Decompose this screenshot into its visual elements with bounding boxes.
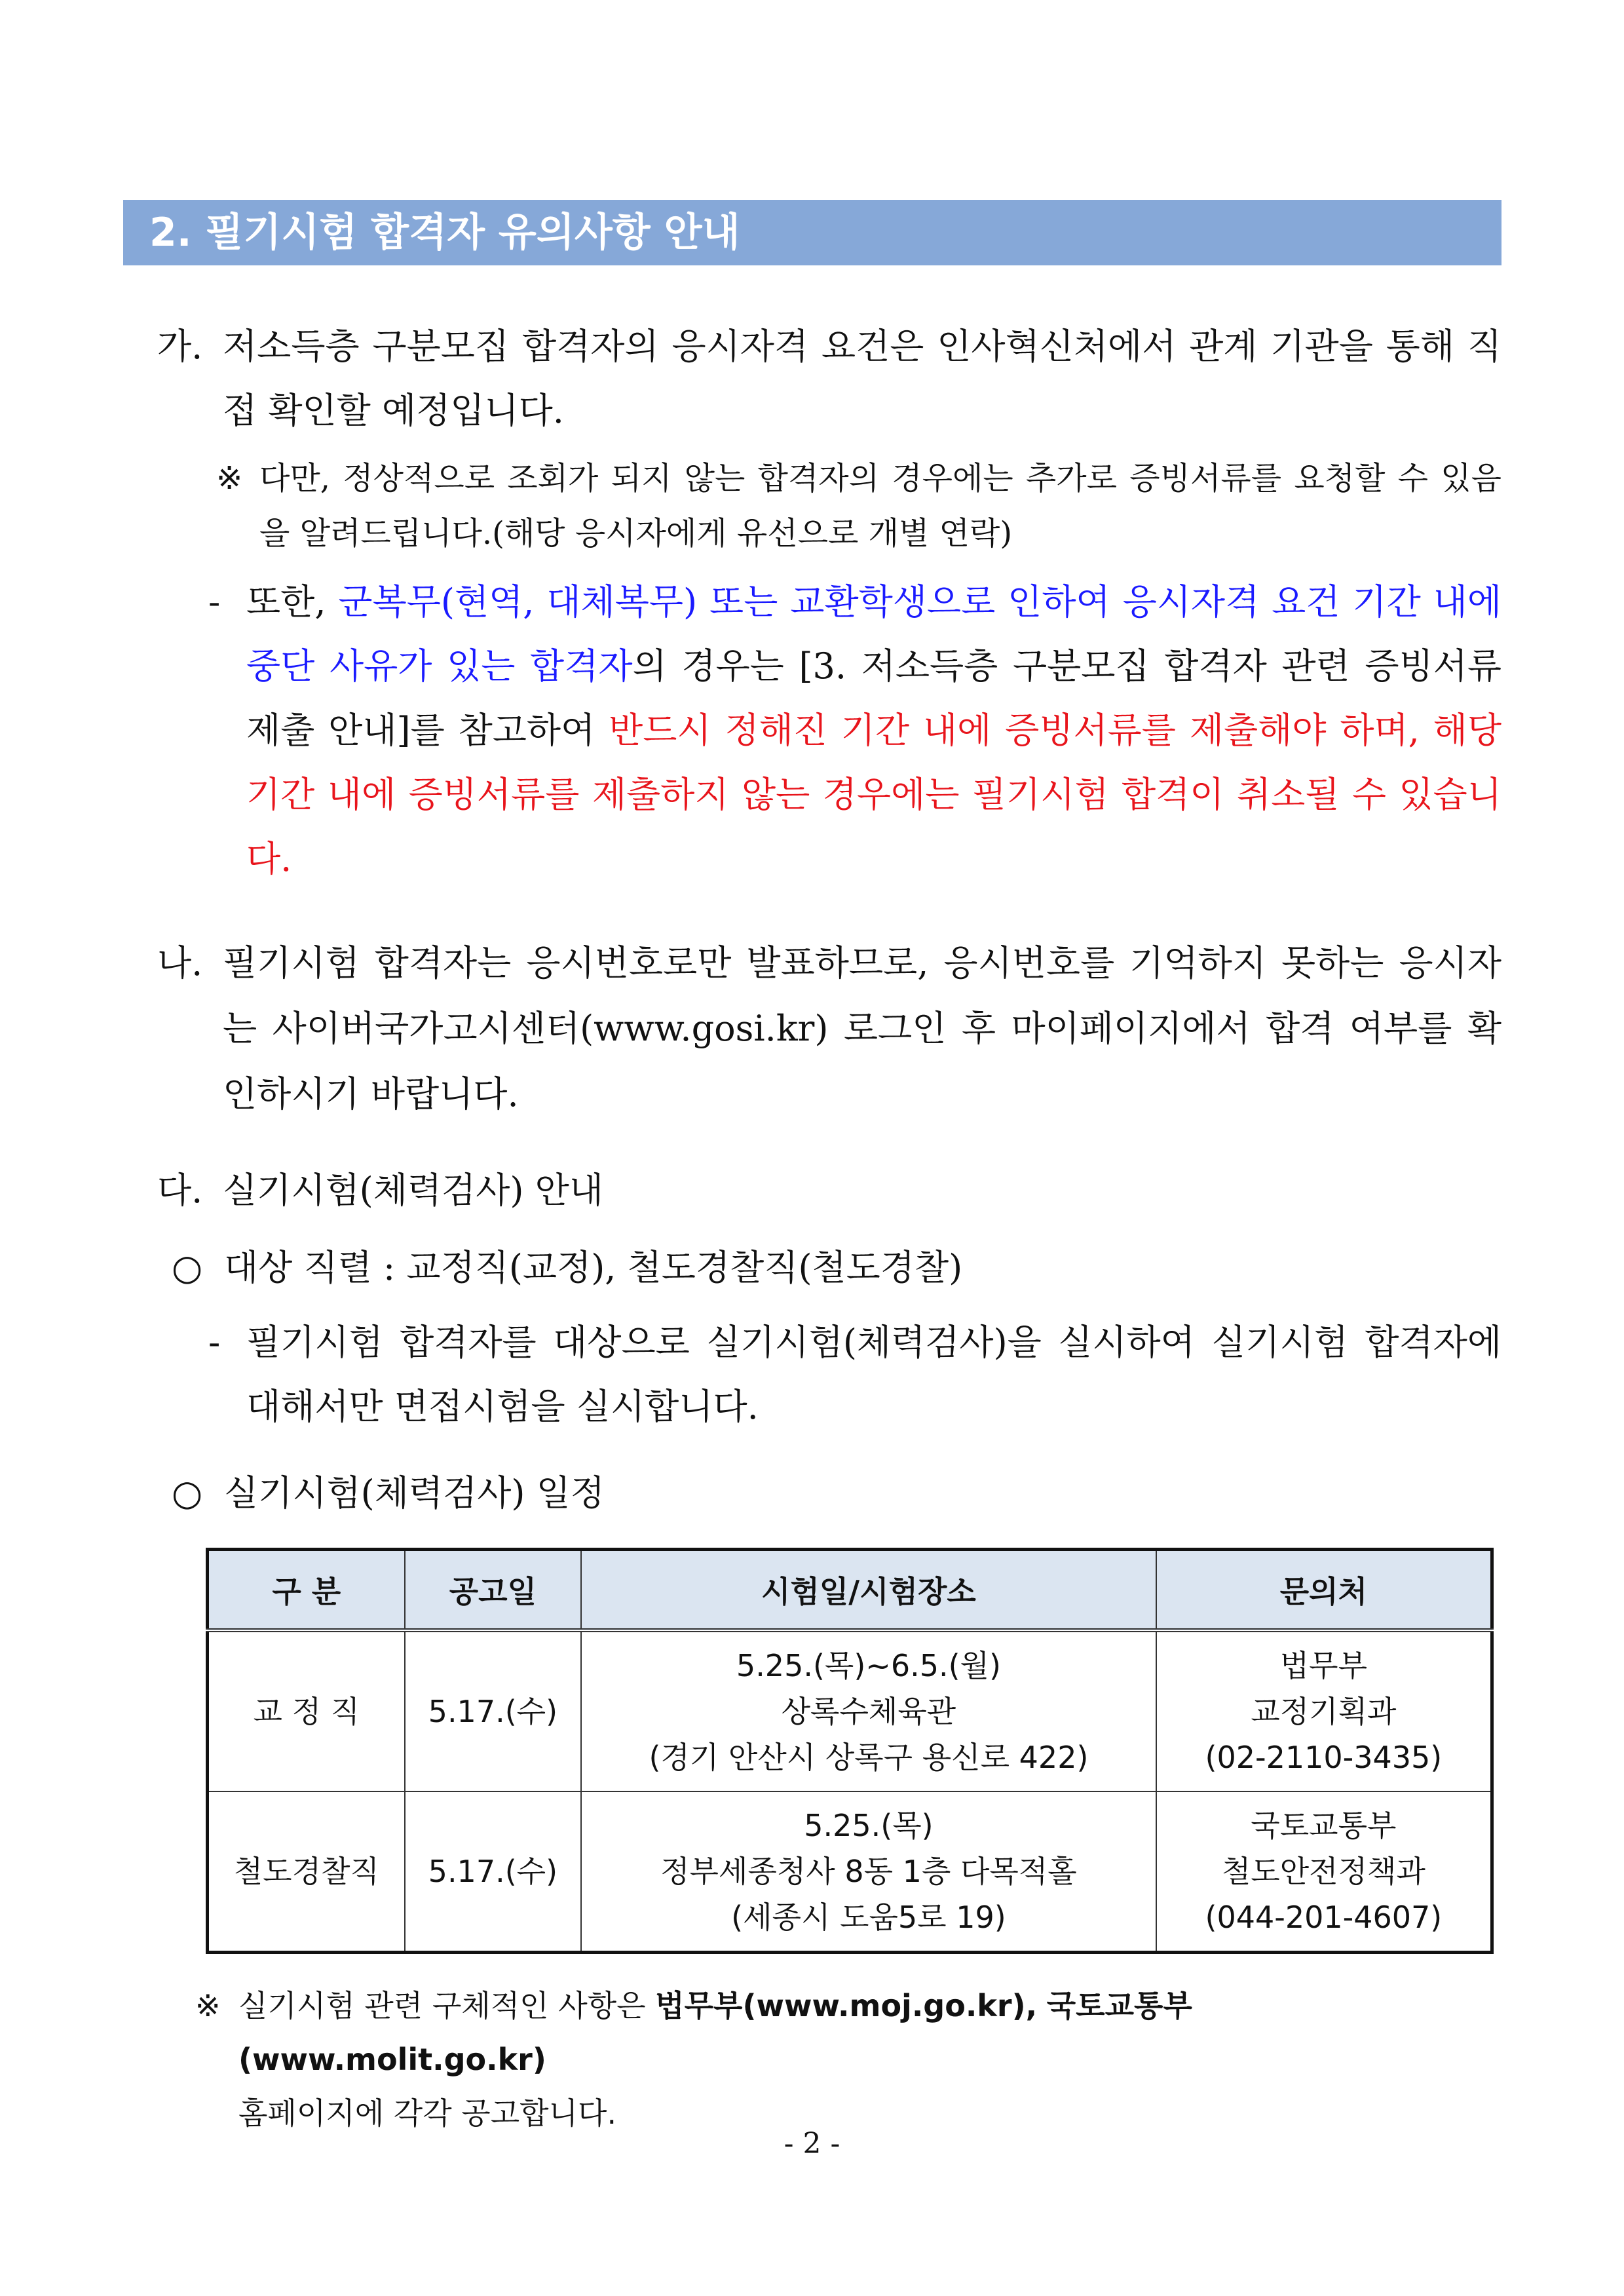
bullet-target bbox=[172, 1236, 1501, 1300]
paragraph-na-text: 필기시험 합격자는 응시번호로만 발표하므로, 응시번호를 기억하지 못하는 응시자는 사이버국가고시센터(www.gosi.kr) 로그인 후 마이페이지에서 합격 여부를 확인하시기 바랍니다. bbox=[223, 942, 1501, 1115]
paragraph-ga-text: 저소득층 구분모집 합격자의 응시자격 요건은 인사혁신처에서 관계 기관을 통해 직접 확인할 예정입니다. bbox=[223, 326, 1501, 431]
bullet-circle: ○ bbox=[172, 1472, 203, 1514]
cell-notice-date: 5.17.(수) bbox=[405, 1630, 581, 1791]
paragraph-practical-text: 필기시험 합격자를 대상으로 실기시험(체력검사)을 실시하여 실기시험 합격자에 대해서만 면접시험을 실시합니다. bbox=[246, 1322, 1501, 1427]
paragraph-also bbox=[208, 570, 1501, 891]
footer-molit: 국토교통부(www.molit.go.kr) bbox=[238, 1988, 1192, 2077]
table-row bbox=[208, 1630, 1492, 1791]
paragraph-na bbox=[157, 930, 1501, 1127]
contact-phone: (044-201-4607) bbox=[1205, 1900, 1443, 1935]
table-header-row bbox=[208, 1550, 1492, 1631]
footer-prefix: 실기시험 관련 구체적인 사항은 bbox=[238, 1988, 656, 2023]
dash-marker: - bbox=[208, 1322, 221, 1363]
cell-category: 교 정 직 bbox=[208, 1630, 405, 1791]
header-notice-date: 공고일 bbox=[405, 1550, 581, 1631]
marker-na: 나. bbox=[157, 942, 203, 984]
bullet-circle: ○ bbox=[172, 1247, 203, 1288]
header-contact: 문의처 bbox=[1156, 1550, 1492, 1631]
contact-org: 법무부 bbox=[1279, 1648, 1368, 1683]
cell-contact bbox=[1156, 1630, 1492, 1791]
cell-exam-venue bbox=[581, 1791, 1156, 1953]
footer-note-text bbox=[195, 1979, 1499, 2140]
cell-contact bbox=[1156, 1791, 1492, 1953]
cell-exam-venue bbox=[581, 1630, 1156, 1791]
paragraph-also-text bbox=[208, 570, 1501, 891]
cell-notice-date: 5.17.(수) bbox=[405, 1791, 581, 1953]
header-exam-date-venue: 시험일/시험장소 bbox=[581, 1550, 1156, 1631]
page-number: - 2 - bbox=[784, 2127, 840, 2160]
contact-org: 국토교통부 bbox=[1251, 1808, 1397, 1843]
exam-venue: 정부세종청사 8동 1층 다목적홀 bbox=[660, 1854, 1077, 1889]
footer-note bbox=[195, 1979, 1499, 2140]
exam-venue: 상록수체육관 bbox=[781, 1694, 956, 1729]
paragraph-da-title: 실기시험(체력검사) 안내 bbox=[223, 1170, 603, 1211]
footer-suffix: 홈페이지에 각각 공고합니다. bbox=[238, 2095, 617, 2131]
marker-ga: 가. bbox=[157, 326, 203, 367]
table-row bbox=[208, 1791, 1492, 1953]
contact-phone: (02-2110-3435) bbox=[1205, 1740, 1443, 1775]
footer-note-mark: ※ bbox=[195, 1988, 221, 2023]
exam-date: 5.25.(목)~6.5.(월) bbox=[736, 1648, 1001, 1683]
cell-category: 철도경찰직 bbox=[208, 1791, 405, 1953]
exam-address: (경기 안산시 상록구 용신로 422) bbox=[649, 1740, 1089, 1775]
paragraph-ga bbox=[157, 315, 1501, 443]
contact-dept: 교정기획과 bbox=[1251, 1694, 1397, 1729]
bullet-schedule-text: 실기시험(체력검사) 일정 bbox=[224, 1472, 605, 1514]
also-blue-text: 군복무(현역, 대체복무) 또는 교환학생으로 인하여 응시자격 요건 기간 내에 중단 사유가 있는 합격자 bbox=[246, 581, 1501, 687]
bullet-target-text: 대상 직렬 : 교정직(교정), 철도경찰직(철도경찰) bbox=[224, 1247, 963, 1288]
dash-marker: - bbox=[208, 581, 221, 622]
exam-date: 5.25.(목) bbox=[804, 1808, 934, 1843]
also-red-text: 반드시 정해진 기간 내에 증빙서류를 제출해야 하며, 해당 기간 내에 증빙서류를 제출하지 않는 경우에는 필기시험 합격이 취소될 수 있습니다. bbox=[246, 710, 1502, 879]
note-ga-text: 다만, 정상적으로 조회가 되지 않는 합격자의 경우에는 추가로 증빙서류를 요청할 수 있음을 알려드립니다.(해당 응시자에게 유선으로 개별 연락) bbox=[259, 460, 1501, 552]
marker-da: 다. bbox=[157, 1170, 203, 1211]
paragraph-da bbox=[157, 1158, 1501, 1223]
note-ga bbox=[216, 451, 1501, 561]
contact-dept: 철도안전정책과 bbox=[1221, 1854, 1426, 1889]
schedule-table bbox=[206, 1548, 1494, 1954]
paragraph-practical bbox=[208, 1311, 1501, 1439]
footer-moj: 법무부(www.moj.go.kr), bbox=[655, 1988, 1038, 2023]
also-mid: 의 경우는 [3. 저소득층 구분모집 합격자 관련 증빙서류 제출 안내]를 참고하여 bbox=[246, 645, 1502, 751]
section-heading: 2. 필기시험 합격자 유의사항 안내 bbox=[123, 200, 1501, 265]
note-mark: ※ bbox=[216, 460, 243, 497]
also-prefix: 또한, bbox=[246, 581, 339, 622]
header-category: 구 분 bbox=[208, 1550, 405, 1631]
bullet-schedule bbox=[172, 1461, 1501, 1525]
exam-address: (세종시 도움5로 19) bbox=[731, 1900, 1006, 1935]
